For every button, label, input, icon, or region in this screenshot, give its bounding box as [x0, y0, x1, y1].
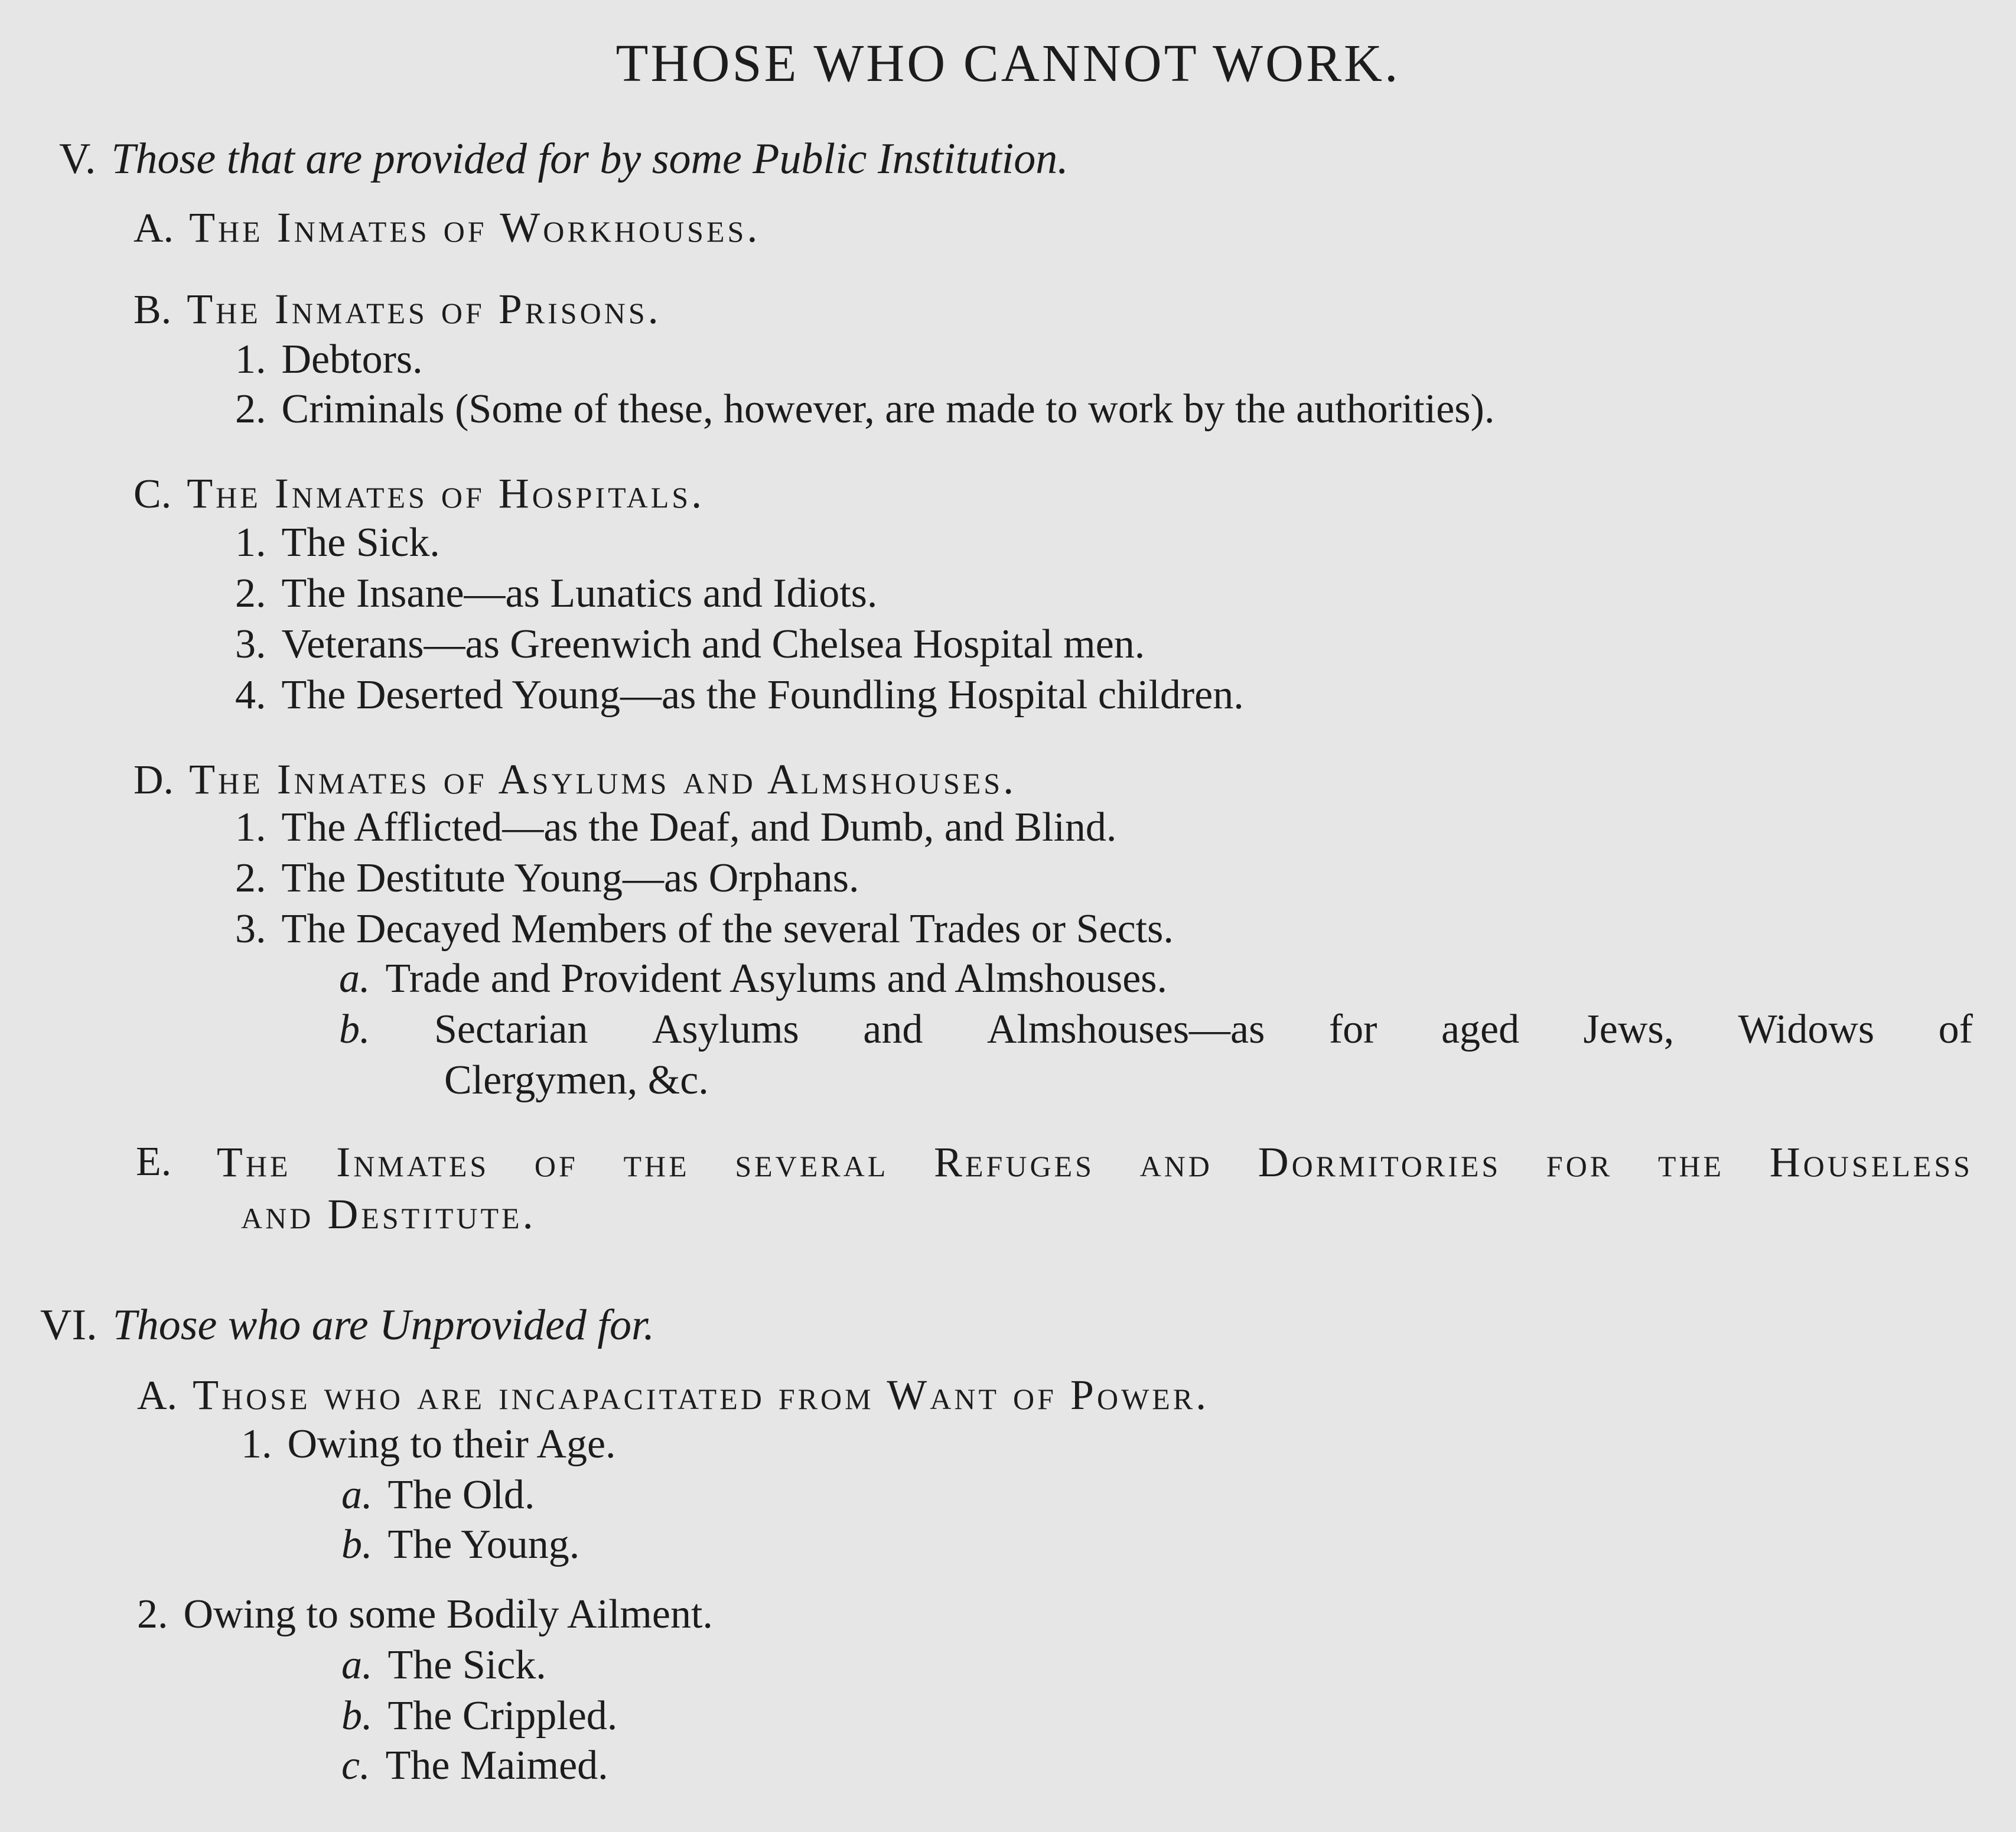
- word: for: [1546, 1138, 1613, 1186]
- subitem-letter: a.: [339, 956, 370, 1001]
- section-numeral: V.: [59, 135, 96, 183]
- word: several: [735, 1138, 889, 1186]
- item-text: Veterans—as Greenwich and Chelsea Hospital men.: [281, 621, 1145, 667]
- sub-list-item: [341, 1469, 535, 1522]
- subitem-letter: c.: [341, 1743, 370, 1788]
- sub-list-item: [341, 1518, 579, 1571]
- page-title: THOSE WHO CANNOT WORK.: [615, 34, 1401, 93]
- word: Sectarian: [434, 1007, 588, 1052]
- item-number: 2.: [137, 1592, 168, 1637]
- word: The: [216, 1138, 291, 1186]
- subitem-text: Trade and Provident Asylums and Almshouses.: [385, 956, 1168, 1001]
- subitem-text: The Old.: [387, 1472, 535, 1518]
- list-item: [137, 1588, 713, 1641]
- group-letter: A.: [137, 1373, 178, 1418]
- word: Refuges: [933, 1138, 1095, 1186]
- sub-list-item: [341, 1739, 608, 1792]
- subitem-text: The Maimed.: [385, 1743, 608, 1788]
- item-text: The Afflicted—as the Deaf, and Dumb, and Blind.: [281, 805, 1117, 850]
- section-heading-text: Those who are Unprovided for.: [112, 1301, 655, 1349]
- sub-list-item: [339, 952, 1167, 1006]
- section-heading-text: Those that are provided for by some Public Institution.: [111, 135, 1069, 183]
- group-letter: B.: [133, 287, 172, 333]
- word: the: [623, 1138, 690, 1186]
- group-label: Those who are incapacitated from Want of Power.: [193, 1371, 1210, 1418]
- subitem-letter: a.: [341, 1472, 373, 1518]
- group-e-continuation: [241, 1187, 536, 1242]
- list-item: [235, 852, 859, 905]
- subitem-text: The Sick.: [387, 1642, 546, 1688]
- sub-list-item: [341, 1690, 617, 1743]
- group-b-prisons: [133, 282, 662, 337]
- word: Houseless: [1769, 1138, 1973, 1186]
- item-text: Owing to their Age.: [287, 1421, 616, 1467]
- group-letter: C.: [133, 471, 172, 517]
- list-item: [235, 383, 1494, 436]
- word: aged: [1441, 1007, 1520, 1052]
- item-number: 1.: [235, 337, 266, 382]
- item-number: 1.: [235, 805, 266, 850]
- subitem-letter: b.: [341, 1522, 373, 1567]
- subitem-letter: b.: [339, 1007, 370, 1052]
- list-item: [235, 516, 440, 570]
- item-text: The Insane—as Lunatics and Idiots.: [281, 571, 878, 616]
- sub-list-item: [339, 1003, 1973, 1056]
- word: for: [1328, 1007, 1377, 1052]
- item-number: 2.: [235, 386, 266, 432]
- group-label: The Inmates of Workhouses.: [189, 204, 761, 251]
- list-item: [235, 801, 1116, 854]
- group-a-want-of-power: [137, 1368, 1209, 1423]
- group-label: The Inmates of Prisons.: [187, 285, 662, 333]
- word: and: [863, 1007, 923, 1052]
- item-number: 2.: [235, 571, 266, 616]
- list-item: [235, 618, 1145, 671]
- word: and: [1139, 1138, 1213, 1186]
- item-number: 1.: [241, 1421, 272, 1467]
- word: of: [1938, 1007, 1973, 1052]
- list-item: [235, 333, 423, 386]
- list-item: [235, 903, 1174, 956]
- group-d-asylums: [133, 753, 1017, 807]
- subitem-text: The Young.: [387, 1522, 580, 1567]
- section-vi-heading: [40, 1299, 654, 1352]
- word: Inmates: [336, 1138, 490, 1186]
- item-number: 4.: [235, 672, 266, 718]
- list-item: [241, 1418, 616, 1471]
- subitem-text: The Crippled.: [387, 1693, 618, 1739]
- group-label: The Inmates of Asylums and Almshouses.: [189, 756, 1017, 803]
- item-number: 2.: [235, 855, 266, 901]
- section-v-heading: [59, 132, 1069, 186]
- group-label-continuation: and Destitute.: [241, 1190, 536, 1238]
- item-text: Criminals (Some of these, however, are made to work by the authorities).: [281, 386, 1495, 432]
- word: Jews,: [1583, 1007, 1675, 1052]
- item-text: The Decayed Members of the several Trades or Sects.: [281, 906, 1174, 952]
- item-number: 1.: [235, 520, 266, 565]
- list-item: [235, 669, 1244, 722]
- word: Almshouses—as: [986, 1007, 1265, 1052]
- group-letter: D.: [133, 757, 174, 803]
- group-a-workhouses: [133, 201, 760, 255]
- item-text: The Destitute Young—as Orphans.: [281, 855, 859, 901]
- subitem-letter: a.: [341, 1642, 373, 1688]
- word: the: [1657, 1138, 1725, 1186]
- list-item: [235, 567, 877, 620]
- word: Widows: [1738, 1007, 1875, 1052]
- group-e-refuges: [136, 1135, 1973, 1189]
- word: of: [534, 1138, 578, 1186]
- sub-list-item: [341, 1639, 546, 1692]
- item-text: Owing to some Bodily Ailment.: [183, 1592, 713, 1637]
- word: Asylums: [652, 1007, 799, 1052]
- group-label: The Inmates of Hospitals.: [187, 470, 705, 517]
- sub-list-item-continuation: Clergymen, &c.: [444, 1057, 709, 1103]
- group-letter: A.: [133, 206, 174, 251]
- group-c-hospitals: [133, 467, 705, 521]
- item-text: The Deserted Young—as the Foundling Hospital children.: [281, 672, 1244, 718]
- item-text: Debtors.: [281, 337, 423, 382]
- item-number: 3.: [235, 621, 266, 667]
- group-letter: E.: [136, 1139, 172, 1185]
- section-numeral: VI.: [40, 1301, 97, 1349]
- word: Dormitories: [1258, 1138, 1502, 1186]
- item-text: The Sick.: [281, 520, 440, 565]
- subitem-letter: b.: [341, 1693, 373, 1739]
- item-number: 3.: [235, 906, 266, 952]
